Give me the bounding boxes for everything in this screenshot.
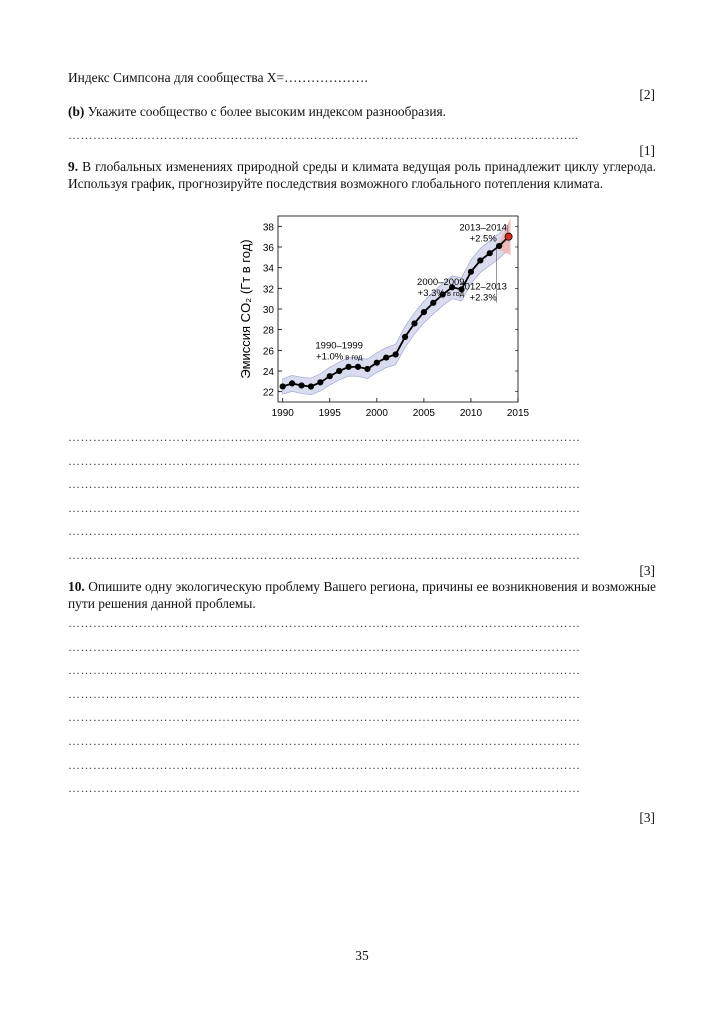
x-tick-label: 2010 <box>459 408 483 419</box>
answer-line[interactable]: …………………………………………………………………………………………………………… <box>68 430 581 444</box>
mark-simpson: [2] <box>639 87 655 102</box>
x-axis-ticks <box>272 398 530 419</box>
annotation-rate-value: +2.5% <box>469 233 497 245</box>
annotation-period: 2000–2009 <box>417 277 465 289</box>
data-point <box>421 309 427 315</box>
y-tick-label: 34 <box>262 263 274 275</box>
data-point-last <box>505 233 512 240</box>
data-point <box>468 269 474 275</box>
part-b-answer-line[interactable]: …………………………………………………………………………………………………………... <box>68 128 579 142</box>
y-tick-label: 32 <box>262 284 274 296</box>
simpson-index-blank[interactable]: ………………. <box>284 70 368 85</box>
annotation-rate <box>316 351 363 362</box>
page-number: 35 <box>355 948 369 963</box>
chart-annotations <box>315 222 507 362</box>
data-point <box>374 360 380 366</box>
data-point <box>345 364 351 370</box>
question-10-text: Опишите одну экологическую проблему Вашего региона, причины ее возникновения и возможные пути решения данной проблемы. <box>68 579 656 611</box>
annotation-rate-value: +3.3% <box>417 288 445 300</box>
simpson-index-line <box>68 70 368 86</box>
data-point <box>289 380 295 386</box>
answer-line[interactable]: …………………………………………………………………………………………………………… <box>68 524 581 539</box>
annotation-rate-value: +1.0% <box>316 351 344 363</box>
answer-line[interactable]: …………………………………………………………………………………………………………… <box>68 686 581 701</box>
answer-line[interactable]: …………………………………………………………………………………………………………… <box>68 453 581 468</box>
answer-line[interactable]: …………………………………………………………………………………………………………… <box>68 781 581 796</box>
data-point <box>487 250 493 256</box>
annotation-period: 2013–2014 <box>459 222 507 234</box>
data-point <box>477 257 483 263</box>
y-tick-label: 26 <box>262 346 274 358</box>
data-point <box>280 383 286 389</box>
question-9-number: 9. <box>68 159 79 174</box>
y-tick-label: 36 <box>262 243 274 254</box>
data-point <box>308 383 314 389</box>
answer-line[interactable]: …………………………………………………………………………………………………………… <box>68 477 581 492</box>
part-b-text: Укажите сообщество с более высоким индексом разнообразия. <box>87 104 447 119</box>
annotation-rate <box>470 292 498 303</box>
mark-part-b: [1] <box>639 143 655 158</box>
annotation-rate-value: +2.3% <box>469 292 497 304</box>
x-tick-label: 1995 <box>318 408 341 419</box>
x-tick-label: 1990 <box>271 408 294 419</box>
y-tick-label: 28 <box>262 325 274 337</box>
answer-line[interactable]: …………………………………………………………………………………………………………… <box>68 710 581 725</box>
annotation-rate <box>470 233 498 244</box>
data-point <box>327 373 333 379</box>
answer-line[interactable]: …………………………………………………………………………………………………………… <box>68 757 581 772</box>
uncertainty-band <box>283 224 509 395</box>
simpson-index-label: Индекс Симпсона для сообщества X= <box>68 70 285 85</box>
data-point <box>336 368 342 374</box>
answer-line[interactable]: …………………………………………………………………………………………………………… <box>68 639 581 654</box>
data-point <box>383 354 389 360</box>
annotation-rate-unit: в год <box>444 289 464 299</box>
x-tick-label: 2015 <box>506 408 530 419</box>
answer-line[interactable]: …………………………………………………………………………………………………………… <box>68 663 581 678</box>
data-point <box>496 243 502 249</box>
question-9-text: В глобальных изменениях природной среды и климата ведущая роль принадлежит циклу углерода. Используя график, прогнозируйте последствия возможного глобального потепления климата. <box>68 159 656 191</box>
part-b-question <box>68 104 446 120</box>
answer-line[interactable]: …………………………………………………………………………………………………………… <box>68 616 581 630</box>
data-point <box>364 366 370 372</box>
annotation-rate-unit: в год <box>343 352 363 362</box>
question-10-number: 10. <box>68 579 85 594</box>
annotation-period: 2012–2013 <box>459 281 507 293</box>
answer-line[interactable]: …………………………………………………………………………………………………………… <box>68 500 581 515</box>
y-tick-label: 38 <box>262 222 274 234</box>
mark-question-9: [3] <box>639 563 655 578</box>
mark-question-10: [3] <box>639 810 655 825</box>
annotation-period: 1990–1999 <box>315 340 363 352</box>
x-tick-label: 2000 <box>365 408 388 419</box>
data-point <box>355 364 361 370</box>
data-point <box>411 320 417 326</box>
question-10 <box>68 578 656 612</box>
data-point <box>317 379 323 385</box>
y-tick-label: 30 <box>262 305 274 316</box>
question-9 <box>68 158 656 192</box>
data-point <box>393 351 399 357</box>
answer-line[interactable]: …………………………………………………………………………………………………………… <box>68 548 581 562</box>
x-tick-label: 2005 <box>412 408 436 419</box>
annotation-rate <box>418 288 465 299</box>
answer-line[interactable]: …………………………………………………………………………………………………………… <box>68 734 581 748</box>
data-point <box>402 334 408 340</box>
co2-emission-chart <box>236 208 536 420</box>
y-tick-label: 22 <box>262 387 274 399</box>
part-b-label: (b) <box>68 104 85 119</box>
y-axis-label: Эмиссия CO₂ (Гт в год) <box>238 239 253 379</box>
data-point <box>430 300 436 306</box>
data-point <box>298 382 304 388</box>
y-tick-label: 24 <box>262 367 274 378</box>
